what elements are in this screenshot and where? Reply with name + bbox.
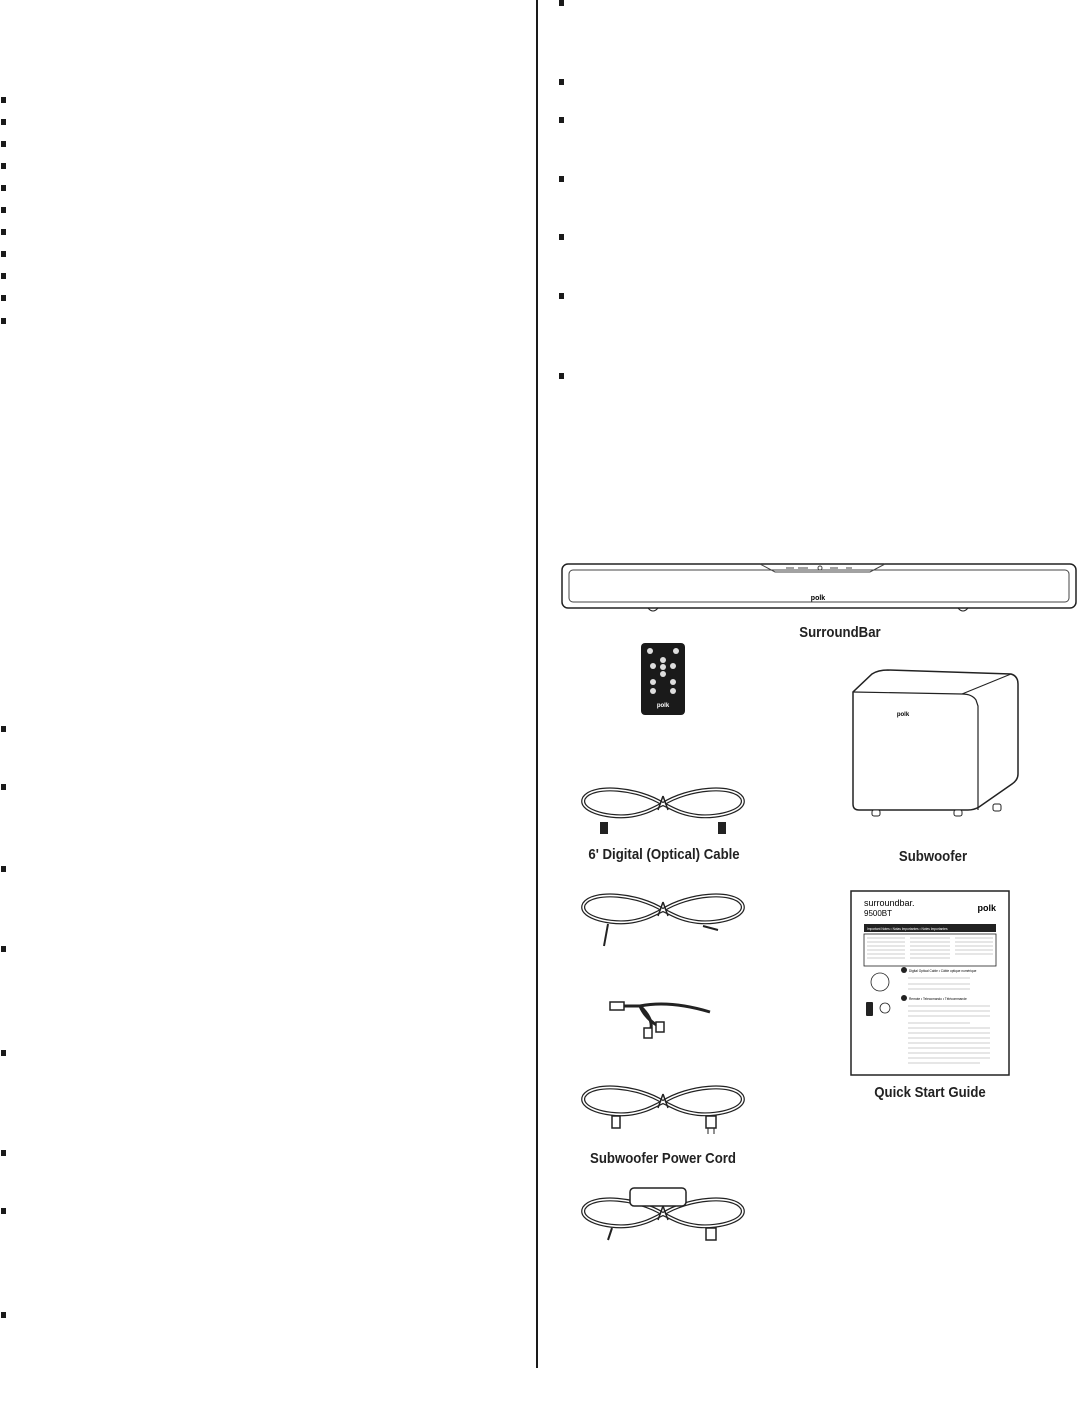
bullet-marker [559,234,564,240]
remote-logo: polk [656,703,670,709]
surroundbar-illustration [560,560,1080,618]
bullet-marker [1,1050,6,1056]
subwoofer-illustration [848,666,1024,832]
bullet-marker [1,1208,6,1214]
bullet-marker [1,163,6,169]
bullet-marker [1,97,6,103]
surroundbar-logo: polk [810,595,826,602]
bullet-marker [1,119,6,125]
y-adapter-illustration [610,990,720,1040]
sub-power-cord-caption: Subwoofer Power Cord [590,1150,736,1167]
bullet-marker [1,295,6,301]
bullet-marker [1,784,6,790]
bullet-marker [559,79,564,85]
optical-cable-caption: 6' Digital (Optical) Cable [588,846,740,863]
subwoofer-caption: Subwoofer [898,848,968,865]
bullet-marker [559,0,564,6]
surroundbar-caption: SurroundBar [799,624,881,641]
bullet-marker [1,185,6,191]
guide-logo: polk [977,903,996,913]
quick-start-guide-illustration [850,890,1010,1076]
remote-illustration [640,642,686,716]
sub-power-cord-illustration [578,1080,748,1140]
bullet-marker [1,866,6,872]
bullet-marker [1,1150,6,1156]
guide-title: surroundbar. [864,898,915,908]
bullet-marker [559,293,564,299]
bullet-marker [1,946,6,952]
guide-step1: Digital Optical Cable • Câble optique numérique [909,969,977,973]
bullet-marker [1,207,6,213]
bullet-marker [559,176,564,182]
bullet-marker [1,1312,6,1318]
quick-start-caption: Quick Start Guide [874,1084,986,1101]
bullet-marker [1,318,6,324]
guide-banner: Important Notes • Notas Importantes • Notes Importantes [867,927,948,931]
bullet-marker [559,373,564,379]
bullet-marker [559,117,564,123]
bullet-marker [1,273,6,279]
analog-cable-illustration [578,888,748,948]
column-divider [536,0,538,1368]
bullet-marker [1,251,6,257]
optical-cable-illustration [578,782,748,842]
subwoofer-logo: polk [896,712,910,718]
guide-model: 9500BT [864,909,893,918]
bullet-marker [1,229,6,235]
guide-step2: Remote • Telecomando • Télécommande [909,997,967,1001]
power-supply-illustration [578,1184,748,1250]
bullet-marker [1,726,6,732]
bullet-marker [1,141,6,147]
